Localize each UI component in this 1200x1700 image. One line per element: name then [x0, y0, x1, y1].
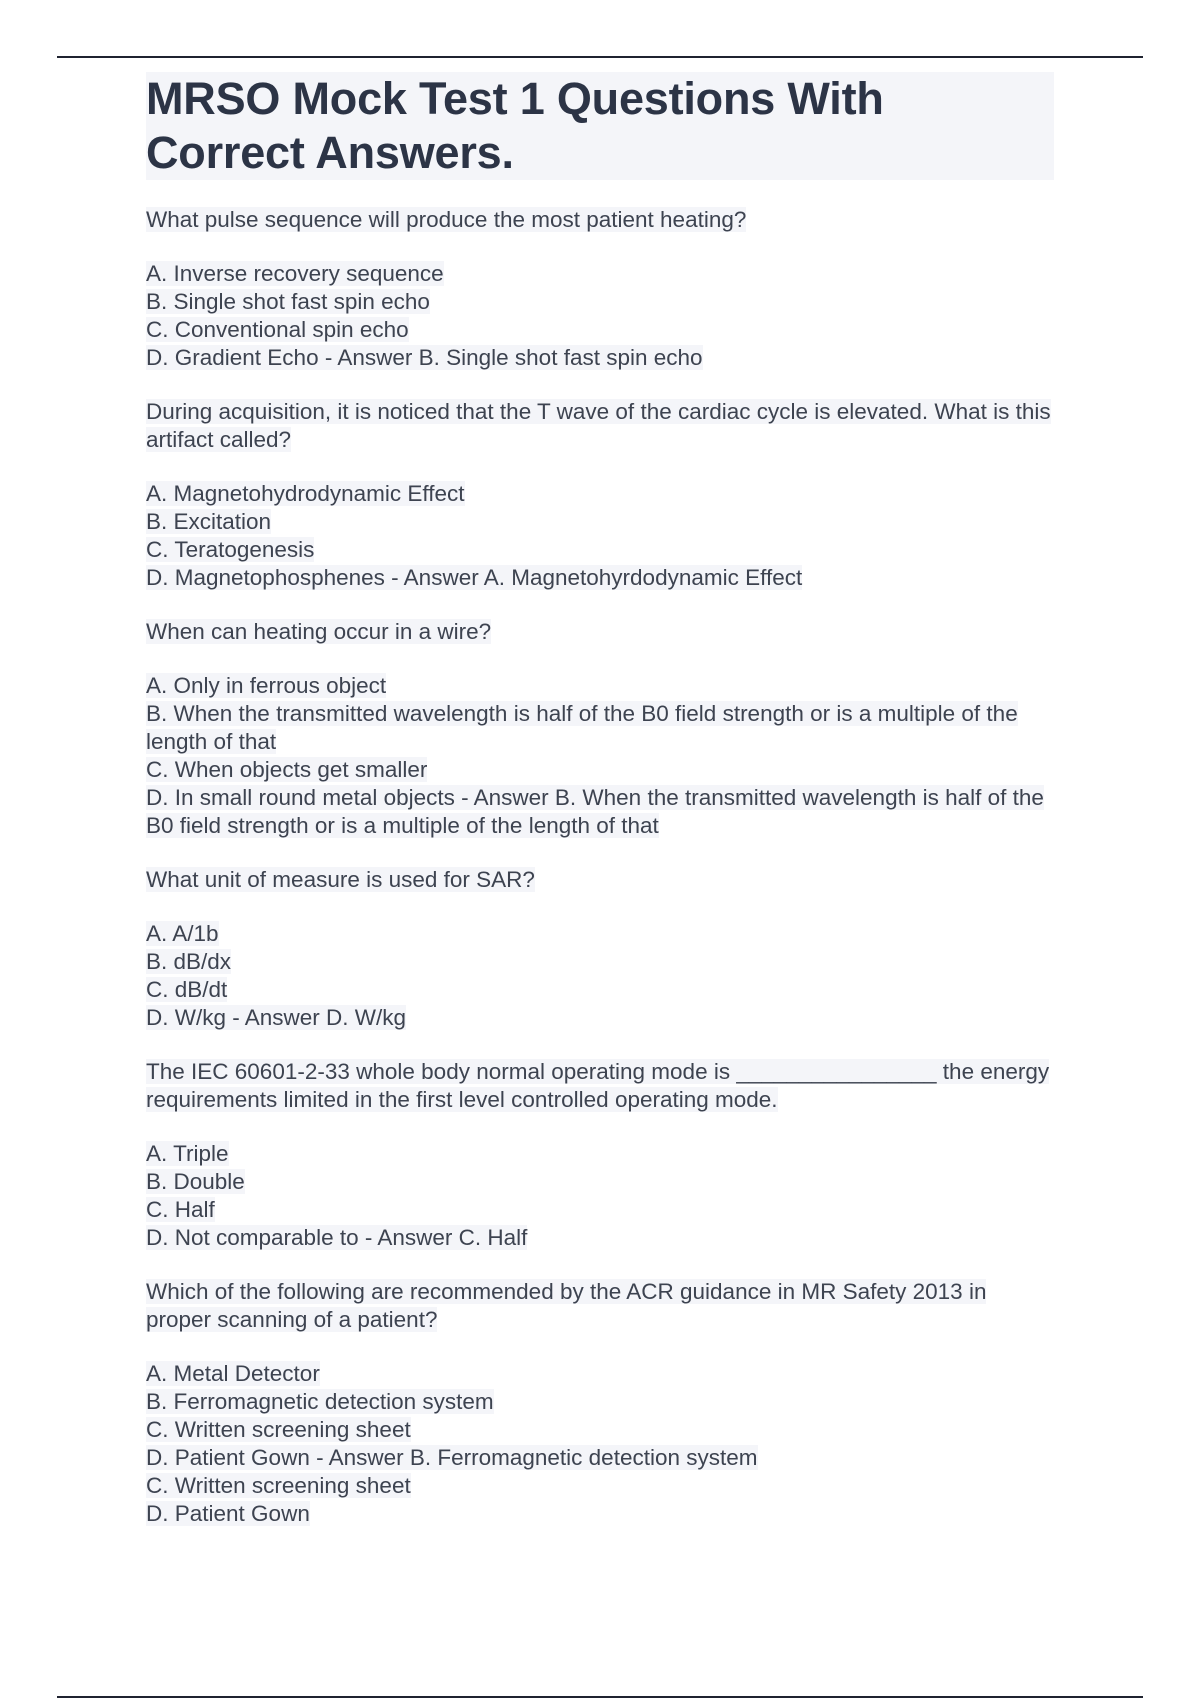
option-item: A. Only in ferrous object — [146, 673, 387, 698]
answer-options — [146, 1360, 1054, 1528]
option-item: A. Triple — [146, 1141, 229, 1166]
option-item: C. When objects get smaller — [146, 757, 428, 782]
question-block-6 — [146, 1278, 1054, 1528]
option-item: B. Double — [146, 1169, 245, 1194]
option-item: C. Conventional spin echo — [146, 317, 409, 342]
question-block-3 — [146, 618, 1054, 840]
option-item: A. Magnetohydrodynamic Effect — [146, 481, 465, 506]
document-title: MRSO Mock Test 1 Questions With Correct Answers. — [146, 72, 1054, 180]
question-block-5 — [146, 1058, 1054, 1252]
option-item: B. Excitation — [146, 509, 272, 534]
option-item: A. A/1b — [146, 921, 219, 946]
answer-options — [146, 920, 1054, 1032]
document-body — [146, 72, 1054, 1528]
option-item: C. Written screening sheet — [146, 1417, 411, 1442]
option-item: C. Written screening sheet — [146, 1473, 411, 1498]
question-text: Which of the following are recommended by the ACR guidance in MR Safety 2013 in proper scanning of a patient? — [146, 1279, 987, 1332]
option-item: A. Metal Detector — [146, 1361, 320, 1386]
question-text: What unit of measure is used for SAR? — [146, 867, 535, 892]
answer-options — [146, 1140, 1054, 1252]
question-block-2 — [146, 398, 1054, 592]
option-item: D. In small round metal objects - Answer B. When the transmitted wavelength is half of the B0 field strength or is a multiple of the length of that — [146, 785, 1044, 838]
answer-options — [146, 480, 1054, 592]
answer-options — [146, 672, 1054, 840]
question-text: During acquisition, it is noticed that the T wave of the cardiac cycle is elevated. What is this artifact called? — [146, 399, 1051, 452]
option-item: D. Patient Gown - Answer B. Ferromagnetic detection system — [146, 1445, 758, 1470]
question-text: When can heating occur in a wire? — [146, 619, 492, 644]
option-item: A. Inverse recovery sequence — [146, 261, 444, 286]
option-item: D. Patient Gown — [146, 1501, 310, 1526]
option-item: D. Not comparable to - Answer C. Half — [146, 1225, 528, 1250]
option-item: B. dB/dx — [146, 949, 232, 974]
question-block-4 — [146, 866, 1054, 1032]
option-item: B. When the transmitted wavelength is half of the B0 field strength or is a multiple of the length of that — [146, 701, 1018, 754]
option-item: D. Gradient Echo - Answer B. Single shot fast spin echo — [146, 345, 703, 370]
option-item: C. dB/dt — [146, 977, 228, 1002]
answer-options — [146, 260, 1054, 372]
question-text: The IEC 60601-2-33 whole body normal operating mode is ________________ the energy requirements limited in the first level controlled operating mode. — [146, 1059, 1050, 1112]
top-rule — [57, 56, 1143, 58]
bottom-rule — [57, 1696, 1143, 1698]
option-item: B. Ferromagnetic detection system — [146, 1389, 494, 1414]
question-block-1 — [146, 206, 1054, 372]
option-item: D. Magnetophosphenes - Answer A. Magnetohyrdodynamic Effect — [146, 565, 803, 590]
option-item: B. Single shot fast spin echo — [146, 289, 430, 314]
question-text: What pulse sequence will produce the most patient heating? — [146, 207, 747, 232]
option-item: C. Teratogenesis — [146, 537, 315, 562]
option-item: C. Half — [146, 1197, 215, 1222]
option-item: D. W/kg - Answer D. W/kg — [146, 1005, 407, 1030]
